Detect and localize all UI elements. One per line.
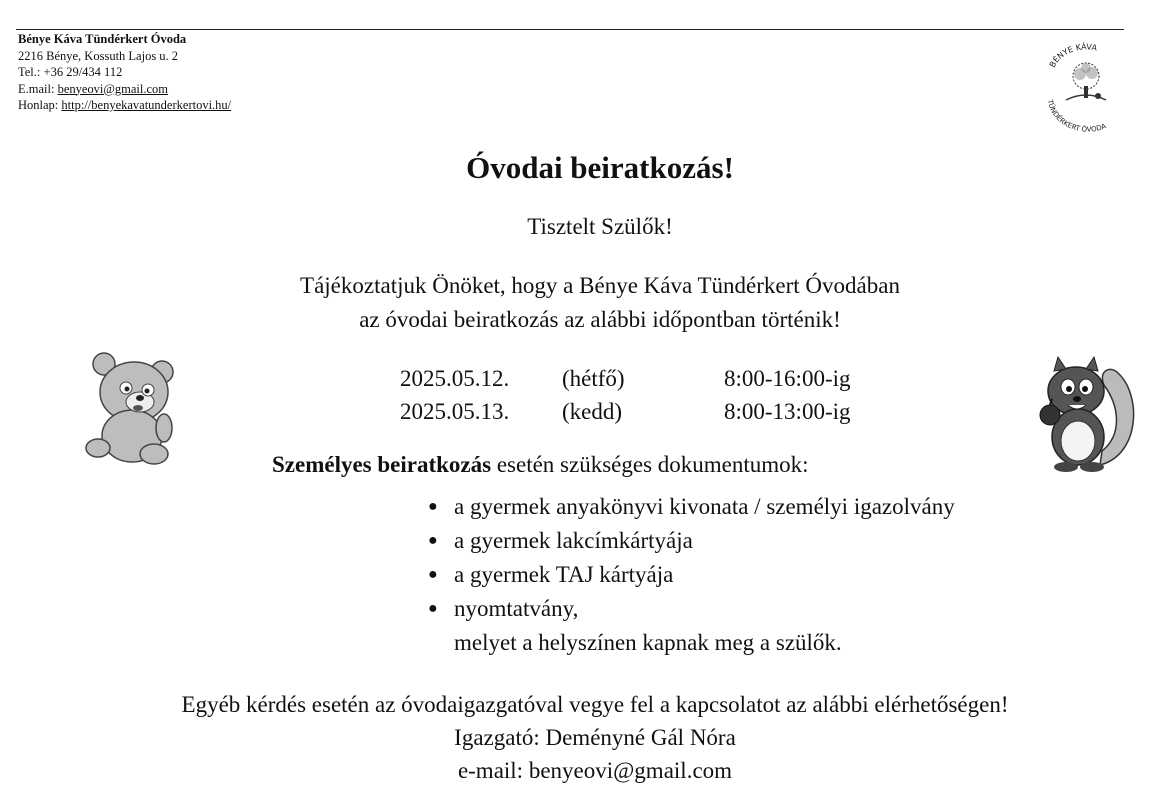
list-item: [428, 524, 955, 558]
documents-list: [428, 490, 955, 660]
page-title: Óvodai beiratkozás!: [466, 150, 734, 185]
schedule-time: 8:00-16:00-ig: [724, 366, 851, 391]
documents-heading-rest: esetén szükséges dokumentumok:: [496, 452, 809, 477]
website-line: [18, 97, 231, 114]
email-line: [18, 81, 231, 98]
intro-line-2: az óvodai beiratkozás az alábbi időpontban történik!: [359, 307, 841, 332]
letterhead: [18, 31, 231, 114]
list-item-text: a gyermek TAJ kártyája: [454, 562, 674, 587]
organization-name: Bénye Káva Tündérkert Óvoda: [18, 32, 187, 46]
list-item: [428, 558, 955, 592]
footer-line-1: Egyéb kérdés esetén az óvodaigazgatóval vegye fel a kapcsolatot az alábbi elérhetőségen!: [181, 692, 1009, 717]
schedule-time: 8:00-13:00-ig: [724, 399, 851, 424]
schedule-date: 2025.05.12.: [400, 366, 510, 391]
list-item-continuation: [428, 626, 955, 660]
list-item: [428, 490, 955, 524]
svg-text:BÉNYE KÁVA: [1048, 40, 1099, 69]
contact-footer: [0, 688, 1168, 787]
schedule-row: [400, 362, 851, 395]
svg-text:TÜNDÉRKERT ÓVODA: [1046, 98, 1108, 134]
list-item-text: nyomtatvány,: [454, 596, 579, 621]
bullet-icon: ●: [428, 600, 438, 617]
phone-number: +36 29/434 112: [43, 65, 123, 79]
documents-heading: [272, 452, 809, 478]
website-link[interactable]: http://benyekavatunderkertovi.hu/: [61, 98, 232, 112]
schedule-date: 2025.05.13.: [400, 399, 510, 424]
bullet-icon: ●: [428, 532, 438, 549]
logo-top-text: BÉNYE KÁVA: [1047, 42, 1098, 70]
header-divider: [16, 29, 1124, 30]
phone-line: [18, 64, 231, 81]
greeting: Tisztelt Szülők!: [527, 214, 673, 239]
list-item-text: a gyermek lakcímkártyája: [454, 528, 693, 553]
website-label: Honlap:: [18, 98, 59, 112]
email-link[interactable]: benyeovi@gmail.com: [57, 81, 169, 96]
schedule-day: (hétfő): [562, 366, 625, 391]
schedule-row: [400, 395, 851, 428]
email-label: E.mail:: [18, 81, 55, 96]
director-email: e-mail: benyeovi@gmail.com: [457, 758, 733, 783]
logo-bottom-text: TÜNDÉRKERT ÓVODA: [1045, 99, 1108, 134]
list-item-text: a gyermek anyakönyvi kivonata / személyi igazolvány: [454, 494, 955, 519]
documents-heading-bold: Személyes beiratkozás: [272, 452, 492, 477]
bullet-icon: ●: [428, 498, 438, 515]
bullet-icon: ●: [428, 566, 438, 583]
schedule-day: (kedd): [562, 399, 623, 424]
intro-line-1: Tájékoztatjuk Önöket, hogy a Bénye Káva Tündérkert Óvodában: [300, 273, 900, 298]
list-item: [428, 592, 955, 626]
phone-label: Tel.:: [18, 65, 41, 79]
schedule-table: [400, 362, 851, 428]
address: 2216 Bénye, Kossuth Lajos u. 2: [18, 48, 179, 63]
teddy-bear-illustration: [82, 350, 182, 468]
squirrel-illustration: [1030, 355, 1140, 473]
kindergarten-logo: [1040, 38, 1132, 134]
list-item-text: melyet a helyszínen kapnak meg a szülők.: [454, 630, 842, 655]
tree-icon: [1066, 63, 1106, 100]
director-name: Igazgató: Deményné Gál Nóra: [454, 725, 736, 750]
